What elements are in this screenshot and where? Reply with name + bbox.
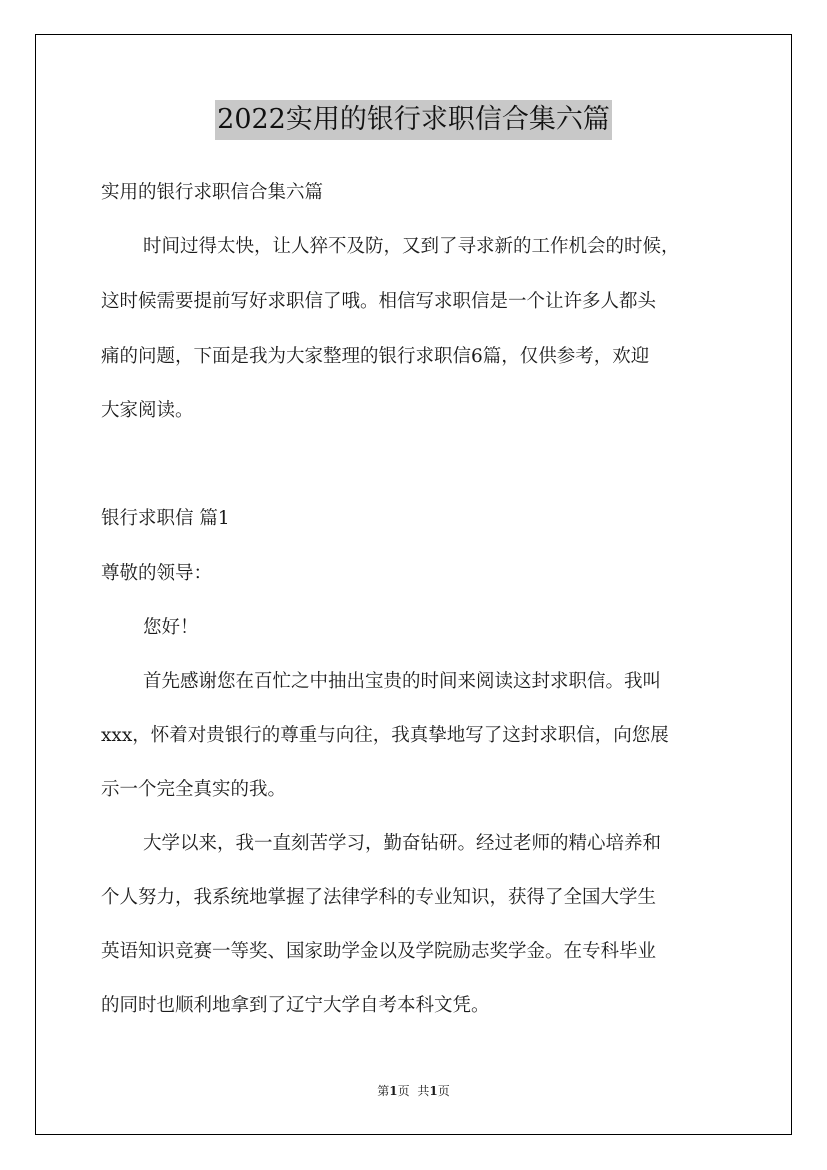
intro-line-4: 大家阅读。: [101, 400, 194, 421]
intro-line-2: 这时候需要提前写好求职信了哦。相信写求职信是一个让许多人都头: [101, 291, 657, 312]
paragraph1-line-3: 示一个完全真实的我。: [101, 779, 287, 800]
paragraph1-line-2: xxx，怀着对贵银行的尊重与向往，我真挚地写了这封求职信，向您展: [101, 725, 669, 746]
footer-total-pages: 1: [429, 1084, 438, 1098]
paragraph2-line-4: 的同时也顺利地拿到了辽宁大学自考本科文凭。: [101, 995, 490, 1016]
title-block: [0, 100, 827, 140]
footer-page-suffix: 页: [397, 1084, 410, 1098]
document-subtitle: 实用的银行求职信合集六篇: [101, 182, 324, 203]
intro-line-3: 痛的问题，下面是我为大家整理的银行求职信6篇，仅供参考，欢迎: [101, 346, 650, 367]
footer-total-suffix: 页: [437, 1084, 450, 1098]
paragraph2-line-3: 英语知识竞赛一等奖、国家助学金以及学院励志奖学金。在专科毕业: [101, 941, 657, 962]
intro-line-1: 时间过得太快，让人猝不及防，又到了寻求新的工作机会的时候，: [143, 236, 680, 257]
salutation: 尊敬的领导：: [101, 563, 213, 584]
footer-prefix: 第: [377, 1084, 390, 1098]
paragraph1-line-1: 首先感谢您在百忙之中抽出宝贵的时间来阅读这封求职信。我叫: [143, 671, 662, 692]
page-footer: [0, 1082, 827, 1100]
footer-page-number: 1: [389, 1084, 398, 1098]
paragraph2-line-2: 个人努力，我系统地掌握了法律学科的专业知识，获得了全国大学生: [101, 887, 657, 908]
footer-total-prefix: 共: [417, 1084, 430, 1098]
paragraph2-line-1: 大学以来，我一直刻苦学习，勤奋钻研。经过老师的精心培养和: [143, 833, 662, 854]
section-heading: 银行求职信 篇1: [101, 508, 230, 529]
document-title: 2022实用的银行求职信合集六篇: [215, 100, 612, 140]
greeting: 您好！: [143, 617, 199, 638]
